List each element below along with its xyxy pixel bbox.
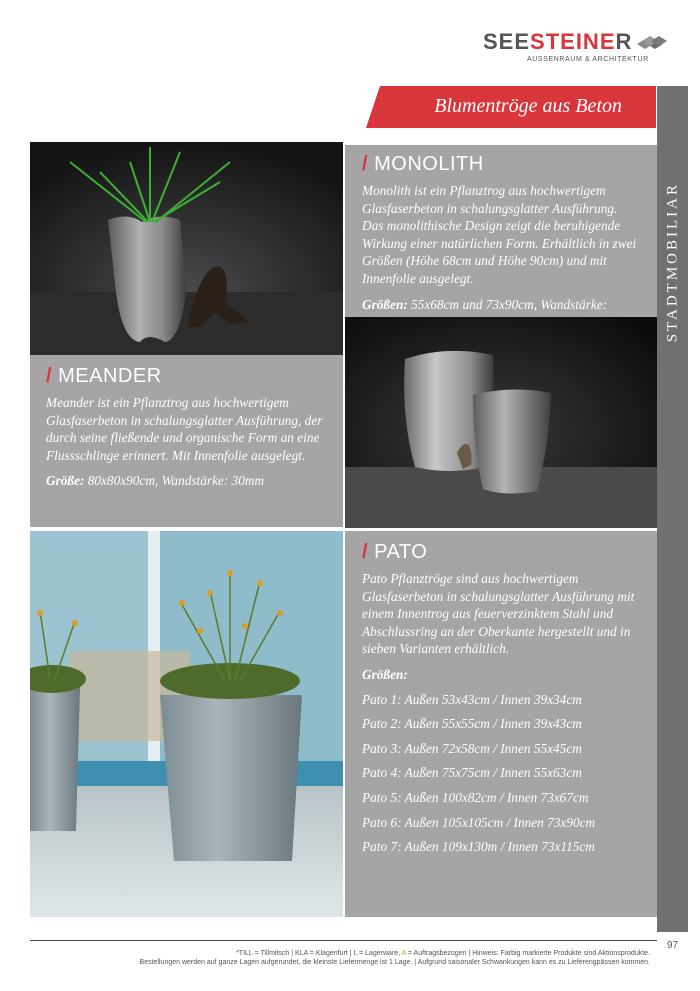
- page-number: 97: [666, 940, 679, 951]
- meander-title: [46, 365, 327, 388]
- pato-variant: Pato 1: Außen 53x43cm / Innen 39x34cm: [362, 691, 582, 707]
- pato-title: [362, 541, 641, 564]
- pato-variant: Pato 6: Außen 105x105cm / Innen 73x90cm: [362, 814, 596, 830]
- meander-size-value: 80x80x90cm, Wandstärke: 30mm: [84, 473, 265, 489]
- brand-name-part2: STEINE: [530, 29, 616, 54]
- monolith-photo: [345, 317, 657, 528]
- meander-description: Meander ist ein Pflanztrog aus hochwertigem Glasfaserbeton in schalungsglatter Ausführung, der durch seine fließende und organische Form an eine Flussschlinge erinnert. Mit Innenfolie ausgelegt.: [46, 395, 323, 463]
- monolith-panel: [345, 145, 657, 317]
- monolith-size-value: 55x68cm und 73x90cm, Wandstärke:: [411, 296, 608, 312]
- footnote-order: = Auftragsbezogen | Hinweis: Farbig markierte Produkte sind Aktionsprodukte.: [405, 950, 650, 957]
- pato-sizes-label: [362, 666, 641, 684]
- footnote-l-marker: L: [353, 950, 358, 957]
- pato-photo: [30, 531, 343, 917]
- brand-name-part1: SEE: [483, 29, 531, 54]
- category-label: STADTMOBILIAR: [664, 182, 680, 343]
- footnote-delivery: Bestellungen werden auf ganze Lagen aufgerundet, die kleinste Liefermenge ist 1 Lage. | Aufgrund saisonaler Schwankungen kann es zu Lieferengpässen kommen.: [139, 959, 650, 966]
- footnote-a-marker: A: [401, 950, 406, 957]
- pato-description: Pato Pflanztröge sind aus hochwertigem Glasfaserbeton in schalungsglatter Ausführung mit einem Innentrog aus feuerverzinktem Stahl und Abschlussring an der Oberkante hergestellt und in sieben Varianten erhältlich.: [362, 571, 635, 657]
- brand-name-part3: R: [615, 29, 633, 54]
- title-slash: /: [362, 541, 369, 563]
- meander-panel: [30, 355, 343, 527]
- banner-title: Blumentröge aus Beton: [434, 95, 622, 117]
- monolith-size-label: Größen:: [362, 296, 408, 312]
- pato-variant: Pato 2: Außen 55x55cm / Innen 39x43cm: [362, 716, 582, 732]
- section-banner: [380, 86, 656, 128]
- pato-panel: [345, 531, 657, 917]
- footnote-locations: *TILL = Tillmitsch | KLA = Klagenfurt |: [236, 950, 354, 957]
- meander-size: [46, 472, 327, 490]
- pato-variant: Pato 3: Außen 72x58cm / Innen 55x45cm: [362, 740, 582, 756]
- title-slash: /: [362, 153, 369, 175]
- brand-tagline: AUSSENRAUM & ARCHITEKTUR: [527, 56, 649, 63]
- footnote-stock: = Lagerware,: [357, 950, 402, 957]
- meander-title-text: MEANDER: [58, 365, 162, 387]
- pato-variant: Pato 5: Außen 100x82cm / Innen 73x67cm: [362, 789, 589, 805]
- pato-title-text: PATO: [374, 541, 428, 563]
- pato-variant: Pato 7: Außen 109x130m / Innen 73x115cm: [362, 839, 595, 855]
- footer-divider: [30, 940, 657, 941]
- monolith-title: [362, 153, 641, 176]
- pato-sizes-label-text: Größen:: [362, 666, 408, 682]
- category-side-tab: [657, 86, 688, 932]
- monolith-title-text: MONOLITH: [374, 153, 484, 175]
- meander-photo: [30, 142, 343, 355]
- monolith-description: Monolith ist ein Pflanztrog aus hochwertigem Glasfaserbeton in schalungsglatter Ausführung. Das monolithische Design zeigt die beruhigende Wirkung einer natürlichen Form. Erhältlich in zwei Größen (Höhe 68cm und Höhe 90cm) und mit Innenfolie ausgelegt.: [362, 183, 637, 286]
- brand-logo: [483, 30, 673, 70]
- paving-stones-icon: [635, 36, 667, 52]
- meander-size-label: Größe:: [46, 473, 85, 489]
- pato-variant: Pato 4: Außen 75x75cm / Innen 55x63cm: [362, 765, 582, 781]
- footnote-legend: [30, 950, 650, 957]
- title-slash: /: [46, 365, 53, 387]
